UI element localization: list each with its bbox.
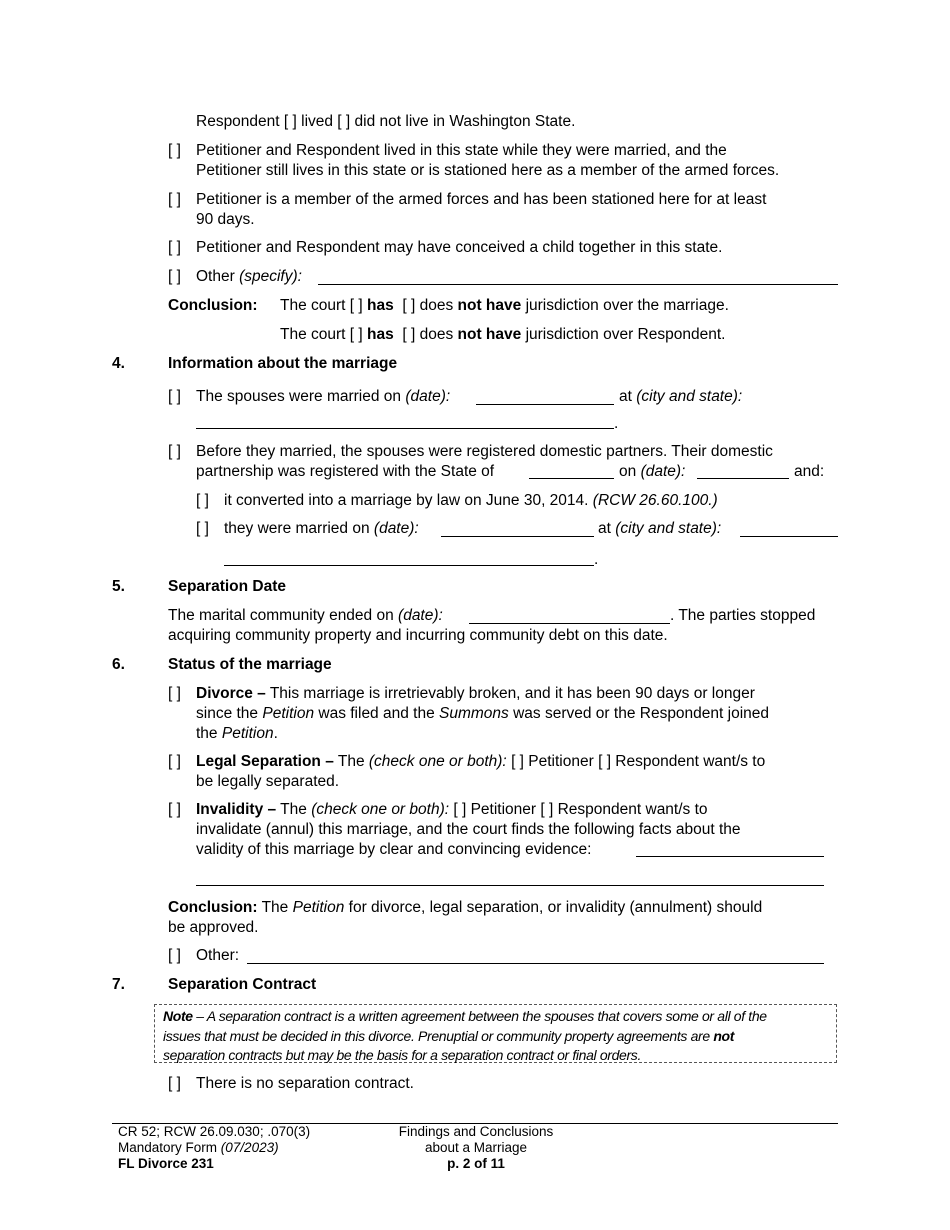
section-6-title: Status of the marriage bbox=[168, 656, 332, 673]
checkbox[interactable]: [ ] bbox=[168, 801, 181, 818]
invalidity-facts-field[interactable] bbox=[636, 856, 824, 857]
footer-center: Findings and Conclusions about a Marriage p. 2 of 11 bbox=[398, 1124, 554, 1171]
married-at-label: at (city and state): bbox=[619, 388, 743, 405]
separation-line-2: acquiring community property and incurring community debt on this date. bbox=[168, 627, 668, 644]
they-married-label: they were married on (date): bbox=[224, 520, 419, 537]
section-4-number: 4. bbox=[112, 355, 125, 372]
checkbox[interactable]: [ ] bbox=[168, 268, 181, 285]
section-7-number: 7. bbox=[112, 976, 125, 993]
dp-on-label: on (date): bbox=[619, 463, 686, 480]
married-on-label: The spouses were married on (date): bbox=[196, 388, 451, 405]
married-city-field[interactable] bbox=[196, 428, 614, 429]
checkbox[interactable]: [ ] bbox=[168, 142, 181, 159]
other-specify-field[interactable] bbox=[318, 284, 838, 285]
checkbox[interactable]: [ ] bbox=[168, 388, 181, 405]
status-conclusion: Conclusion: The Petition for divorce, legal separation, or invalidity (annulment) should be approved. bbox=[168, 899, 763, 936]
no-contract-option: There is no separation contract. bbox=[196, 1075, 414, 1092]
invalidity-facts-field-2[interactable] bbox=[196, 885, 824, 886]
checkbox[interactable]: [ ] bbox=[168, 685, 181, 702]
checkbox[interactable]: [ ] bbox=[168, 947, 181, 964]
they-married-date-field[interactable] bbox=[441, 536, 594, 537]
separation-date-field[interactable] bbox=[469, 623, 670, 624]
other-field[interactable] bbox=[247, 963, 824, 964]
option-armed-forces: Petitioner is a member of the armed forces and has been stationed here for at least 90 days. bbox=[196, 191, 767, 228]
separation-stopped: . The parties stopped bbox=[670, 607, 816, 624]
section-7-title: Separation Contract bbox=[168, 976, 317, 993]
respondent-lived-line: Respondent [ ] lived [ ] did not live in Washington State. bbox=[196, 113, 576, 130]
they-married-at-label: at (city and state): bbox=[598, 520, 722, 537]
separation-date-label: The marital community ended on (date): bbox=[168, 607, 443, 624]
footer-left: CR 52; RCW 26.09.030; .070(3) Mandatory Form (07/2023) FL Divorce 231 bbox=[118, 1124, 311, 1171]
invalidity-option: Invalidity – The (check one or both): [ ] Petitioner [ ] Respondent want/s to invalidate (annul) this marriage, and the court finds the following facts about the validity of this marriage by clear and convincing evidence: bbox=[196, 801, 741, 858]
period: . bbox=[594, 551, 599, 568]
they-married-city-field-2[interactable] bbox=[224, 565, 594, 566]
option-other: Other (specify): bbox=[196, 268, 302, 285]
section-6-number: 6. bbox=[112, 656, 125, 673]
section-4-title: Information about the marriage bbox=[168, 355, 398, 372]
checkbox[interactable]: [ ] bbox=[196, 520, 209, 537]
they-married-city-field[interactable] bbox=[740, 536, 838, 537]
section-5-title: Separation Date bbox=[168, 578, 287, 595]
dp-and: and: bbox=[794, 463, 825, 480]
legal-separation-option: Legal Separation – The (check one or both): [ ] Petitioner [ ] Respondent want/s to be legally separated. bbox=[196, 753, 766, 790]
converted-line: it converted into a marriage by law on June 30, 2014. (RCW 26.60.100.) bbox=[224, 492, 718, 509]
domestic-partner-line-2: partnership was registered with the State of bbox=[196, 463, 495, 480]
married-date-field[interactable] bbox=[476, 404, 614, 405]
dp-date-field[interactable] bbox=[697, 478, 789, 479]
conclusion-marriage: The court [ ] has [ ] does not have jurisdiction over the marriage. bbox=[280, 297, 729, 314]
conclusion-respondent: The court [ ] has [ ] does not have jurisdiction over Respondent. bbox=[280, 326, 726, 343]
checkbox[interactable]: [ ] bbox=[168, 443, 181, 460]
checkbox[interactable]: [ ] bbox=[168, 239, 181, 256]
other-label: Other: bbox=[196, 947, 240, 964]
checkbox[interactable]: [ ] bbox=[168, 191, 181, 208]
divorce-option: Divorce – This marriage is irretrievably broken, and it has been 90 days or longer since the Petition was filed and the Summons was served or the Respondent joined the Petition. bbox=[196, 685, 770, 742]
note-box: Note – A separation contract is a written agreement between the spouses that covers some or all of the issues that must be decided in this divorce. Prenuptial or community property agreements are not separation contracts but may be the basis for a separation contract or final orders. bbox=[154, 1004, 837, 1063]
option-married-here: Petitioner and Respondent lived in this state while they were married, and the Petitioner still lives in this state or is stationed here as a member of the armed forces. bbox=[196, 142, 780, 179]
checkbox[interactable]: [ ] bbox=[168, 753, 181, 770]
dp-state-field[interactable] bbox=[529, 478, 614, 479]
option-conceived: Petitioner and Respondent may have conceived a child together in this state. bbox=[196, 239, 723, 256]
checkbox[interactable]: [ ] bbox=[196, 492, 209, 509]
section-5-number: 5. bbox=[112, 578, 125, 595]
checkbox[interactable]: [ ] bbox=[168, 1075, 181, 1092]
domestic-partner-line-1: Before they married, the spouses were registered domestic partners. Their domestic bbox=[196, 443, 773, 460]
conclusion-label: Conclusion: bbox=[168, 297, 258, 314]
period: . bbox=[614, 415, 619, 432]
